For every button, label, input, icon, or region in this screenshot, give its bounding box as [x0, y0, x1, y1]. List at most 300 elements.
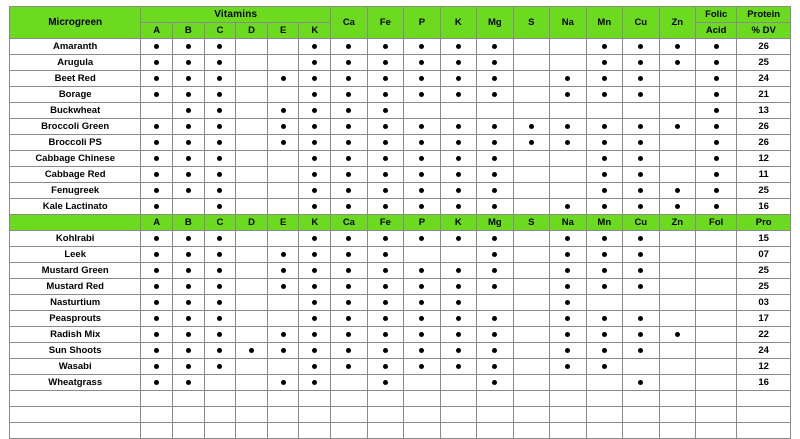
- presence-dot-icon: [419, 284, 424, 289]
- presence-dot-icon: [529, 140, 534, 145]
- nutrient-cell-p-8: [404, 71, 440, 87]
- presence-dot-icon: [565, 268, 570, 273]
- nutrient-cell-k-5: [299, 359, 331, 375]
- presence-dot-icon: [419, 204, 424, 209]
- protein-value-top-5: 26: [737, 119, 791, 135]
- presence-dot-icon: [312, 268, 317, 273]
- presence-dot-icon: [217, 252, 222, 257]
- table-row: [10, 55, 791, 71]
- blank-cell: [10, 391, 141, 407]
- nutrient-cell-ca-6: [331, 375, 367, 391]
- nutrient-cell-mn-13: [586, 263, 622, 279]
- presence-dot-icon: [602, 124, 607, 129]
- nutrient-cell-mn-13: [586, 359, 622, 375]
- presence-dot-icon: [281, 108, 286, 113]
- nutrient-cell-s-11: [513, 263, 549, 279]
- nutrient-cell-b-1: [172, 327, 204, 343]
- nutrient-cell-mn-13: [586, 279, 622, 295]
- header-row-primary: [10, 7, 791, 23]
- mid-header-blank: [10, 215, 141, 231]
- nutrient-cell-na-12: [550, 231, 586, 247]
- nutrient-cell-k-9: [440, 55, 476, 71]
- blank-cell: [10, 407, 141, 423]
- presence-dot-icon: [281, 76, 286, 81]
- presence-dot-icon: [346, 156, 351, 161]
- blank-cell: [267, 407, 299, 423]
- presence-dot-icon: [312, 380, 317, 385]
- presence-dot-icon: [154, 348, 159, 353]
- nutrient-cell-zn-15: [659, 279, 695, 295]
- presence-dot-icon: [419, 140, 424, 145]
- presence-dot-icon: [714, 204, 719, 209]
- presence-dot-icon: [419, 156, 424, 161]
- presence-dot-icon: [638, 284, 643, 289]
- nutrient-cell-b-1: [172, 167, 204, 183]
- nutrient-cell-p-8: [404, 55, 440, 71]
- presence-dot-icon: [186, 268, 191, 273]
- table-row: [10, 343, 791, 359]
- table-row: [10, 247, 791, 263]
- nutrient-cell-b-1: [172, 87, 204, 103]
- nutrient-cell-mg-10: [477, 327, 513, 343]
- presence-dot-icon: [383, 364, 388, 369]
- presence-dot-icon: [638, 316, 643, 321]
- nutrient-cell-d-3: [236, 151, 268, 167]
- presence-dot-icon: [154, 236, 159, 241]
- nutrient-cell-mn-13: [586, 199, 622, 215]
- protein-value-bottom-5: 17: [737, 311, 791, 327]
- header-mineral-na-6: Na: [550, 7, 586, 39]
- nutrient-cell-k-9: [440, 39, 476, 55]
- nutrient-cell-cu-14: [623, 279, 659, 295]
- nutrient-cell-d-3: [236, 295, 268, 311]
- presence-dot-icon: [383, 268, 388, 273]
- presence-dot-icon: [312, 284, 317, 289]
- presence-dot-icon: [383, 380, 388, 385]
- nutrient-cell-s-11: [513, 103, 549, 119]
- presence-dot-icon: [456, 140, 461, 145]
- table-row: [10, 119, 791, 135]
- nutrient-cell-b-1: [172, 343, 204, 359]
- blank-cell: [513, 407, 549, 423]
- protein-value-top-4: 13: [737, 103, 791, 119]
- nutrient-cell-zn-15: [659, 375, 695, 391]
- blank-cell: [659, 423, 695, 439]
- protein-value-top-9: 25: [737, 183, 791, 199]
- header-folic-acid-line2: Acid: [696, 23, 737, 39]
- presence-dot-icon: [312, 188, 317, 193]
- nutrient-cell-a-0: [141, 343, 173, 359]
- nutrient-cell-b-1: [172, 135, 204, 151]
- presence-dot-icon: [346, 284, 351, 289]
- protein-value-bottom-9: 16: [737, 375, 791, 391]
- presence-dot-icon: [154, 316, 159, 321]
- nutrient-cell-b-1: [172, 247, 204, 263]
- nutrient-cell-k-9: [440, 263, 476, 279]
- presence-dot-icon: [602, 204, 607, 209]
- nutrient-cell-e-4: [267, 199, 299, 215]
- nutrient-cell-d-3: [236, 279, 268, 295]
- row-name-top-1: Arugula: [10, 55, 141, 71]
- nutrient-cell-mg-10: [477, 247, 513, 263]
- nutrient-cell-ca-6: [331, 151, 367, 167]
- header-mineral-zn-9: Zn: [659, 7, 695, 39]
- nutrient-cell-fe-7: [367, 151, 403, 167]
- blank-cell: [586, 423, 622, 439]
- presence-dot-icon: [419, 172, 424, 177]
- presence-dot-icon: [419, 364, 424, 369]
- nutrient-cell-na-12: [550, 103, 586, 119]
- nutrient-cell-k-9: [440, 295, 476, 311]
- presence-dot-icon: [154, 124, 159, 129]
- mid-header-mineral-mg-4: Mg: [477, 215, 513, 231]
- table-row: [10, 167, 791, 183]
- nutrient-cell-mg-10: [477, 183, 513, 199]
- presence-dot-icon: [217, 140, 222, 145]
- blank-cell: [204, 407, 236, 423]
- header-vitamin-b-1: B: [172, 23, 204, 39]
- presence-dot-icon: [186, 124, 191, 129]
- nutrient-cell-fe-7: [367, 327, 403, 343]
- mid-header-vitamin-b-1: B: [172, 215, 204, 231]
- blank-cell: [696, 391, 737, 407]
- presence-dot-icon: [419, 44, 424, 49]
- presence-dot-icon: [346, 316, 351, 321]
- nutrient-cell-k-9: [440, 135, 476, 151]
- presence-dot-icon: [456, 76, 461, 81]
- table-row: [10, 279, 791, 295]
- presence-dot-icon: [217, 124, 222, 129]
- presence-dot-icon: [419, 316, 424, 321]
- nutrient-cell-mn-13: [586, 183, 622, 199]
- nutrient-cell-e-4: [267, 151, 299, 167]
- row-name-bottom-9: Wheatgrass: [10, 375, 141, 391]
- nutrient-cell-ca-6: [331, 167, 367, 183]
- nutrient-cell-folic-acid-16: [696, 151, 737, 167]
- nutrient-cell-b-1: [172, 263, 204, 279]
- blank-cell: [299, 423, 331, 439]
- presence-dot-icon: [186, 156, 191, 161]
- nutrient-cell-ca-6: [331, 231, 367, 247]
- nutrient-cell-zn-15: [659, 167, 695, 183]
- nutrient-cell-s-11: [513, 375, 549, 391]
- presence-dot-icon: [456, 316, 461, 321]
- presence-dot-icon: [281, 268, 286, 273]
- nutrient-cell-b-1: [172, 279, 204, 295]
- mid-header-vitamin-c-2: C: [204, 215, 236, 231]
- presence-dot-icon: [217, 92, 222, 97]
- microgreen-nutrient-table: [9, 6, 791, 439]
- nutrient-cell-mg-10: [477, 135, 513, 151]
- presence-dot-icon: [383, 140, 388, 145]
- nutrient-cell-a-0: [141, 263, 173, 279]
- presence-dot-icon: [675, 60, 680, 65]
- presence-dot-icon: [492, 284, 497, 289]
- presence-dot-icon: [492, 172, 497, 177]
- header-vitamin-k-5: K: [299, 23, 331, 39]
- nutrient-cell-na-12: [550, 327, 586, 343]
- presence-dot-icon: [383, 316, 388, 321]
- row-name-bottom-5: Peasprouts: [10, 311, 141, 327]
- nutrient-cell-na-12: [550, 279, 586, 295]
- nutrient-cell-p-8: [404, 135, 440, 151]
- nutrient-cell-e-4: [267, 87, 299, 103]
- presence-dot-icon: [638, 156, 643, 161]
- nutrient-cell-c-2: [204, 231, 236, 247]
- nutrient-cell-k-5: [299, 247, 331, 263]
- nutrient-cell-mg-10: [477, 199, 513, 215]
- presence-dot-icon: [638, 188, 643, 193]
- presence-dot-icon: [383, 204, 388, 209]
- nutrient-cell-b-1: [172, 199, 204, 215]
- presence-dot-icon: [312, 76, 317, 81]
- nutrient-cell-ca-6: [331, 39, 367, 55]
- nutrient-cell-d-3: [236, 55, 268, 71]
- nutrient-cell-mn-13: [586, 55, 622, 71]
- nutrient-cell-ca-6: [331, 311, 367, 327]
- nutrient-cell-ca-6: [331, 343, 367, 359]
- nutrient-cell-na-12: [550, 247, 586, 263]
- header-protein: Protein: [737, 7, 791, 23]
- nutrient-cell-a-0: [141, 247, 173, 263]
- presence-dot-icon: [456, 236, 461, 241]
- blank-cell: [236, 391, 268, 407]
- blank-cell: [331, 391, 367, 407]
- row-name-top-0: Amaranth: [10, 39, 141, 55]
- nutrient-cell-c-2: [204, 295, 236, 311]
- presence-dot-icon: [186, 172, 191, 177]
- nutrient-cell-k-9: [440, 119, 476, 135]
- blank-cell: [367, 391, 403, 407]
- nutrient-cell-zn-15: [659, 327, 695, 343]
- nutrient-cell-d-3: [236, 71, 268, 87]
- row-name-top-5: Broccoli Green: [10, 119, 141, 135]
- presence-dot-icon: [714, 188, 719, 193]
- nutrient-cell-zn-15: [659, 103, 695, 119]
- nutrient-cell-c-2: [204, 71, 236, 87]
- row-name-bottom-8: Wasabi: [10, 359, 141, 375]
- header-microgreen: Microgreen: [10, 7, 141, 39]
- presence-dot-icon: [154, 156, 159, 161]
- nutrient-cell-b-1: [172, 71, 204, 87]
- protein-value-bottom-4: 03: [737, 295, 791, 311]
- nutrient-cell-a-0: [141, 103, 173, 119]
- table-row: [10, 327, 791, 343]
- presence-dot-icon: [492, 268, 497, 273]
- presence-dot-icon: [154, 380, 159, 385]
- presence-dot-icon: [154, 172, 159, 177]
- presence-dot-icon: [492, 332, 497, 337]
- nutrient-cell-e-4: [267, 327, 299, 343]
- nutrient-cell-p-8: [404, 311, 440, 327]
- presence-dot-icon: [346, 124, 351, 129]
- header-mineral-p-2: P: [404, 7, 440, 39]
- presence-dot-icon: [714, 44, 719, 49]
- nutrient-cell-c-2: [204, 87, 236, 103]
- nutrient-cell-zn-15: [659, 359, 695, 375]
- presence-dot-icon: [638, 92, 643, 97]
- blank-cell: [141, 423, 173, 439]
- presence-dot-icon: [419, 188, 424, 193]
- nutrient-cell-fe-7: [367, 135, 403, 151]
- presence-dot-icon: [312, 364, 317, 369]
- nutrient-cell-cu-14: [623, 359, 659, 375]
- presence-dot-icon: [346, 332, 351, 337]
- presence-dot-icon: [346, 76, 351, 81]
- nutrient-cell-e-4: [267, 183, 299, 199]
- mid-header-mineral-zn-9: Zn: [659, 215, 695, 231]
- nutrient-cell-p-8: [404, 119, 440, 135]
- nutrient-cell-zn-15: [659, 343, 695, 359]
- nutrient-cell-cu-14: [623, 231, 659, 247]
- protein-value-top-1: 25: [737, 55, 791, 71]
- presence-dot-icon: [383, 284, 388, 289]
- presence-dot-icon: [492, 348, 497, 353]
- blank-cell: [172, 423, 204, 439]
- nutrient-cell-c-2: [204, 247, 236, 263]
- nutrient-cell-d-3: [236, 263, 268, 279]
- nutrient-cell-s-11: [513, 87, 549, 103]
- blank-cell: [172, 391, 204, 407]
- presence-dot-icon: [602, 252, 607, 257]
- presence-dot-icon: [638, 44, 643, 49]
- nutrient-cell-a-0: [141, 295, 173, 311]
- blank-cell: [404, 391, 440, 407]
- nutrient-cell-p-8: [404, 199, 440, 215]
- mid-header-mineral-fe-1: Fe: [367, 215, 403, 231]
- presence-dot-icon: [186, 284, 191, 289]
- presence-dot-icon: [492, 140, 497, 145]
- presence-dot-icon: [419, 236, 424, 241]
- nutrient-cell-c-2: [204, 103, 236, 119]
- presence-dot-icon: [456, 364, 461, 369]
- blank-cell: [550, 391, 586, 407]
- nutrient-cell-fe-7: [367, 359, 403, 375]
- row-name-top-7: Cabbage Chinese: [10, 151, 141, 167]
- nutrient-cell-p-8: [404, 327, 440, 343]
- nutrient-cell-cu-14: [623, 135, 659, 151]
- nutrient-cell-a-0: [141, 199, 173, 215]
- blank-cell: [696, 423, 737, 439]
- mid-header-vitamin-k-5: K: [299, 215, 331, 231]
- nutrient-cell-s-11: [513, 183, 549, 199]
- nutrient-cell-c-2: [204, 55, 236, 71]
- nutrient-cell-k-5: [299, 311, 331, 327]
- nutrient-cell-k-9: [440, 71, 476, 87]
- presence-dot-icon: [281, 124, 286, 129]
- presence-dot-icon: [186, 92, 191, 97]
- nutrient-cell-k-9: [440, 343, 476, 359]
- nutrient-cell-k-5: [299, 39, 331, 55]
- presence-dot-icon: [186, 252, 191, 257]
- presence-dot-icon: [602, 332, 607, 337]
- nutrient-cell-mn-13: [586, 71, 622, 87]
- presence-dot-icon: [312, 252, 317, 257]
- presence-dot-icon: [217, 300, 222, 305]
- presence-dot-icon: [217, 316, 222, 321]
- nutrient-cell-cu-14: [623, 119, 659, 135]
- nutrient-cell-b-1: [172, 231, 204, 247]
- presence-dot-icon: [186, 348, 191, 353]
- presence-dot-icon: [456, 204, 461, 209]
- presence-dot-icon: [638, 60, 643, 65]
- nutrient-cell-fe-7: [367, 39, 403, 55]
- blank-cell: [267, 423, 299, 439]
- nutrient-cell-e-4: [267, 39, 299, 55]
- row-name-bottom-6: Radish Mix: [10, 327, 141, 343]
- nutrient-cell-folic-acid-16: [696, 279, 737, 295]
- presence-dot-icon: [346, 252, 351, 257]
- presence-dot-icon: [312, 60, 317, 65]
- nutrient-cell-a-0: [141, 71, 173, 87]
- nutrient-cell-na-12: [550, 71, 586, 87]
- presence-dot-icon: [312, 236, 317, 241]
- protein-value-top-10: 16: [737, 199, 791, 215]
- nutrient-cell-zn-15: [659, 87, 695, 103]
- presence-dot-icon: [529, 124, 534, 129]
- nutrient-cell-na-12: [550, 343, 586, 359]
- presence-dot-icon: [565, 348, 570, 353]
- presence-dot-icon: [154, 364, 159, 369]
- nutrient-cell-d-3: [236, 103, 268, 119]
- mid-header-vitamin-a-0: A: [141, 215, 173, 231]
- presence-dot-icon: [419, 332, 424, 337]
- blank-cell: [440, 407, 476, 423]
- presence-dot-icon: [638, 268, 643, 273]
- presence-dot-icon: [602, 348, 607, 353]
- nutrient-cell-k-5: [299, 231, 331, 247]
- nutrient-cell-mg-10: [477, 151, 513, 167]
- presence-dot-icon: [383, 108, 388, 113]
- presence-dot-icon: [565, 204, 570, 209]
- table-row: [10, 103, 791, 119]
- protein-value-top-6: 26: [737, 135, 791, 151]
- blank-cell: [737, 391, 791, 407]
- header-vitamin-a-0: A: [141, 23, 173, 39]
- nutrient-cell-c-2: [204, 119, 236, 135]
- row-name-bottom-1: Leek: [10, 247, 141, 263]
- nutrient-cell-folic-acid-16: [696, 167, 737, 183]
- nutrient-cell-cu-14: [623, 343, 659, 359]
- nutrient-cell-e-4: [267, 263, 299, 279]
- nutrient-cell-a-0: [141, 135, 173, 151]
- nutrient-cell-k-5: [299, 151, 331, 167]
- nutrient-cell-folic-acid-16: [696, 119, 737, 135]
- presence-dot-icon: [186, 380, 191, 385]
- mid-header-mineral-ca-0: Ca: [331, 215, 367, 231]
- nutrient-cell-cu-14: [623, 199, 659, 215]
- nutrient-cell-folic-acid-16: [696, 295, 737, 311]
- nutrient-cell-k-9: [440, 199, 476, 215]
- presence-dot-icon: [565, 252, 570, 257]
- nutrient-cell-a-0: [141, 151, 173, 167]
- nutrient-cell-mg-10: [477, 71, 513, 87]
- nutrient-cell-mn-13: [586, 119, 622, 135]
- nutrient-cell-folic-acid-16: [696, 263, 737, 279]
- presence-dot-icon: [419, 60, 424, 65]
- protein-value-bottom-7: 24: [737, 343, 791, 359]
- presence-dot-icon: [602, 236, 607, 241]
- nutrient-cell-folic-acid-16: [696, 71, 737, 87]
- presence-dot-icon: [383, 348, 388, 353]
- nutrient-cell-d-3: [236, 39, 268, 55]
- nutrient-cell-s-11: [513, 55, 549, 71]
- nutrient-cell-b-1: [172, 311, 204, 327]
- nutrient-cell-ca-6: [331, 119, 367, 135]
- protein-value-bottom-6: 22: [737, 327, 791, 343]
- presence-dot-icon: [638, 236, 643, 241]
- presence-dot-icon: [383, 300, 388, 305]
